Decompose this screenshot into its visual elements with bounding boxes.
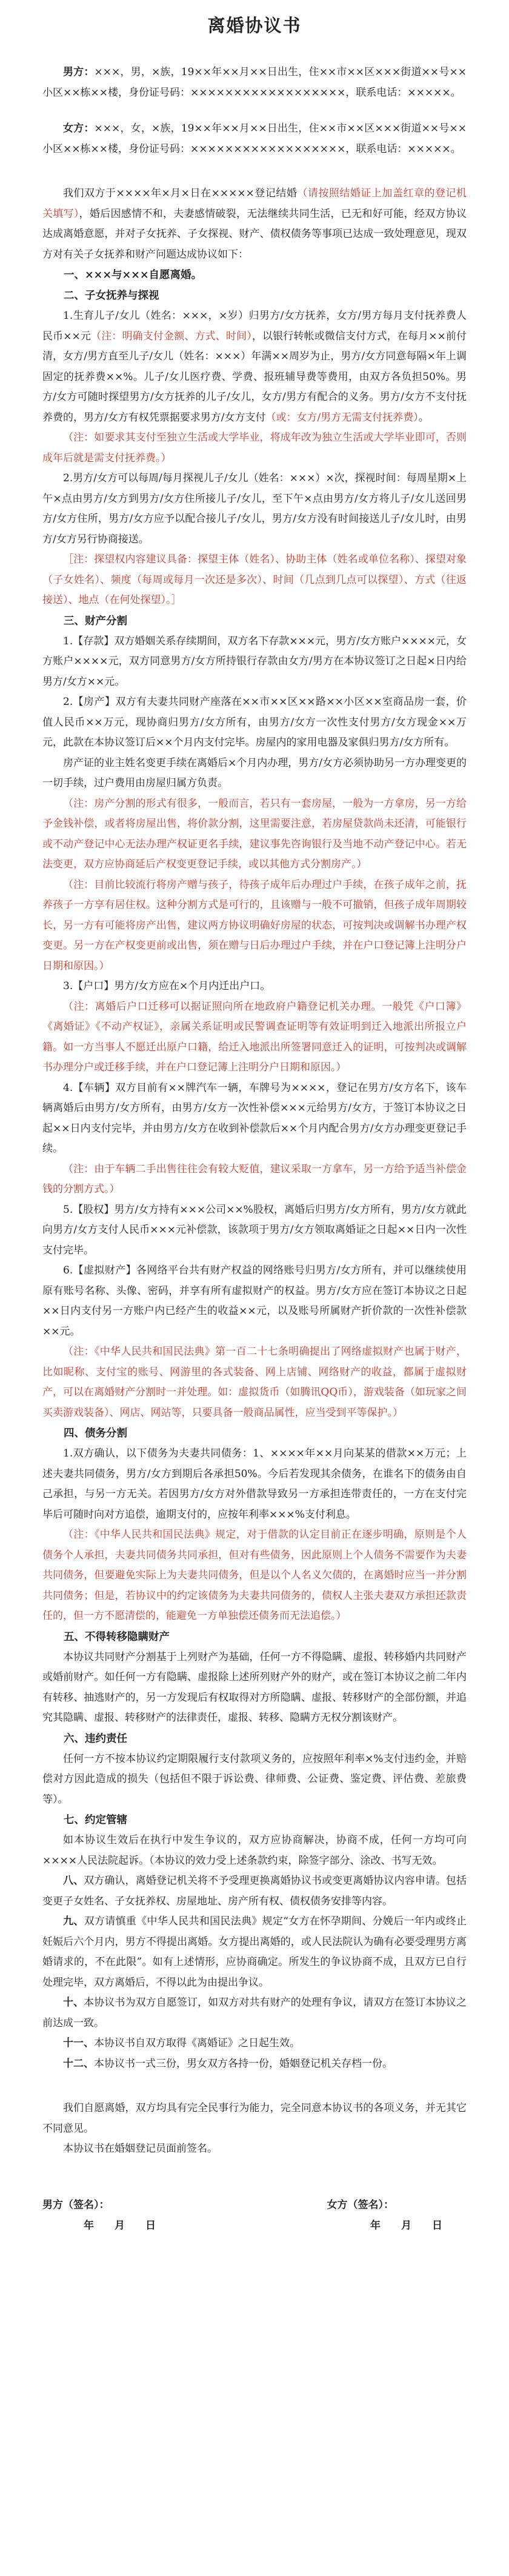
clause-10 (42, 1993, 467, 2034)
child-support-text-c: 。 (418, 411, 429, 424)
visitation-clause: 2.男方/女方可以每周/每月探视儿子/女儿（姓名：×××）×次，探视时间：每周星期×上午×点由男方/女方到男方/女方住所接儿子/女儿，至下午×点由男方/女方将儿子/女儿送回男方/女方住所，男方/女方应予以配合接儿子/女儿，男方/女方没有时间接送儿子/女儿时，由男方/女方另行协商接送。 (42, 472, 467, 546)
property-house-clause: 2.【房产】双方有夫妻共同财产座落在××市××区××路××小区××室商品房一套，价值人民币××万元，现协商归男方/女方所有，由男方/女方一次性支付男方/女方现金××万元，此款在本协议签订后××个月内支付完毕。房屋内的家用电器及家俱归男方/女方所有。 (42, 696, 467, 749)
party-female-text: ×××，女，×族，19××年××月××日出生，住××市××区×××街道××号××小区××栋××楼，身份证号码：××××××××××××××××××，联系电话：×××××。 (42, 122, 467, 155)
property-hukou-note: （注：离婚后户口迁移可以据证照向所在地政府户籍登记机关办理。一般凭《户口簿》《离婚证》《不动产权证》，亲属关系证明或民警调查证明等有效证明到迁入地派出所报立户籍。如一方当事人不愿迁出原户口籍，给迁入地派出所签署同意迁入的证明，可按判决或调解书办理分户或迁移手续，并在户口登记簿上注明分户日期和原因。） (42, 1000, 467, 1073)
property-vehicle-note: （注：由于车辆二手出售往往会有较大贬值，建议采取一方拿车，另一方给予适当补偿金钱的分割方式。） (42, 1163, 467, 1195)
clause-8 (42, 1871, 467, 1912)
clause-10-text: 本协议书为双方自愿签订，如双方对共有财产的处理有争议，请双方在签订本协议之前达成一致。 (42, 1997, 467, 2029)
child-support-note-3: （注：如要求其支付至独立生活或大学毕业，将成年改为独立生活或大学毕业即可，否则成年后就是需支付抚养费。） (42, 432, 467, 464)
no-hiding-clause: 本协议共同财产分割基于上列财产为基础，任何一方不得隐瞒、虚报、转移婚内共同财产或婚前财产。如任何一方有隐瞒、虚报除上述所列财产外的财产，或在签订本协议之前二年内有转移、抽逃财产的，另一方发现后有权取得对方所隐瞒、虚报、转移财产的全部份额，并追究其隐瞒、虚报、转移财产的法律责任，虚报、转移、隐瞒方无权分割该财产。 (42, 1650, 467, 1724)
debt-note (42, 1525, 467, 1627)
clause-9-label: 九、 (63, 1915, 84, 1927)
visitation-note: ［注：探望权内容建议具备：探望主体（姓名）、协助主体（姓名或单位名称）、探望对象（子女姓名）、频度（每周或每月一次还是多次）、时间（几点到几点可以探望）、方式（往返接送）、地点（在何处探望）。］ (42, 553, 467, 606)
child-support-text-a: 1.生育儿子/女儿（姓名：×××，×岁）归男方/女方抚养，女方/男方每月支付抚养费人民币××元 (42, 310, 467, 342)
property-house-note-1: （注：房产分割的形式有很多，一般而言，若只有一套房屋，一般为一方拿房，另一方给予金钱补偿，或者将房屋出售，将价款分割，这里需要注意，若房屋贷款尚未还清，可能银行或不动产登记中心无法办理产权证更名手续，建议事先咨询银行及当地不动产登记中心。若无法变更，双方应协商延后产权变更登记手续，或以其他方式分割房产。） (42, 797, 467, 870)
section-3-heading: 三、财产分割 (64, 615, 127, 627)
clause-11 (42, 2034, 467, 2054)
property-deposit-text-b: 在本协议签订之日起×日内给男方/女方××元。 (42, 655, 467, 688)
closing-signing-note: 本协议书在婚姻登记员面前签名。 (63, 2143, 218, 2155)
property-vehicle-clause: 4.【车辆】双方目前有××牌汽车一辆，车牌号为××××，登记在男方/女方名下，该车辆离婚后由男方/女方所有，由男方/女方一次性补偿×××元给男方/女方，于签订本协议之日起××日内支付完毕，并由男方/女方在收到补偿款后××个月内配合男方/女方办理变更登记手续。 (42, 1081, 467, 1155)
intro-p1: 我们双方于××××年×月×日在×××××登记结婚 (63, 187, 298, 199)
party-female (42, 119, 467, 159)
debt-note-a: （注：《中华人民共和国民法典》规定，对于借款的认定目前正在逐步明确，原则是个人债务个人承担，夫妻共同债务共同承担，但对有些债务 (42, 1529, 467, 1561)
signature-row (42, 2195, 467, 2215)
clause-12 (42, 2054, 467, 2075)
clause-12-text: 本协议书一式三份，男女双方各持一份，婚姻登记机关存档一份。 (94, 2057, 393, 2070)
section-1-heading: 一、×××与×××自愿离婚。 (64, 269, 202, 281)
party-male (42, 62, 467, 103)
document-title: 离婚协议书 (207, 15, 302, 36)
jurisdiction-clause: 如本协议生效后在执行中发生争议的，双方应协商解决，协商不成，任何一方均可向××××人民法院起诉。（本协议的效力受上述条款约束，除签字部分、涂改、书写无效。 (42, 1834, 467, 1867)
party-male-label: 男方： (63, 66, 95, 78)
child-support-clause (42, 306, 467, 428)
intro-note: （请按照结婚证上加盖红章的登记机关填写） (42, 187, 467, 220)
property-hukou-clause: 3.【户口】男方/女方应在×个月内迁出户口。 (63, 980, 271, 992)
clause-9 (42, 1912, 467, 1993)
property-virtual-clause: 6.【虚拟财产】各网络平台共有财产权益的网络账号归男方/女方所有，并可以继续使用原有账号名称、头像、密码，并享有所有虚拟财产的权益。男方/女方应在签订本协议之日起××日内支付另一方账户内已经产生的收益××元，以及账号所属财产折价款的一次性补偿款××元。 (42, 1264, 467, 1338)
intro-paragraph (42, 184, 467, 265)
clause-11-text: 本协议书自双方取得《离婚证》之日起生效。 (94, 2037, 300, 2049)
property-house-transfer: 房产证的业主姓名变更手续在离婚后×个月内办理，男方/女方必须协助另一方办理变更的一切手续，过户费用由房屋归属方负责。 (42, 756, 467, 789)
property-deposit-text-a: 1.【存款】双方婚姻关系存续期间，双方名下存款×××元，男方/女方账户××××元，女方账户××××元，双方同意男方/女方所持银行存款由女方/男方 (42, 635, 467, 667)
section-4-heading: 四、债务分割 (64, 1427, 127, 1440)
party-female-label: 女方： (63, 122, 95, 135)
property-deposit-clause (42, 632, 467, 693)
closing-statement: 我们自愿离婚，双方均具有完全民事行为能力，完全同意本协议书的各项义务，并无其它不同意见。 (42, 2102, 467, 2135)
child-support-text-b: ，以银行转帐或微信支付方式，在每月××前付清，女方/男方直至儿子/女儿（姓名：×××）年满××周岁为止，男方/女方同意每隔×年上调固定的抚养费××%。儿子/女儿医疗费、学费、报班辅导费等费用，由双方各负担50%。男方/女方可随时探望男方/女方抚养的儿子/女儿，女方/男方有配合的义务。男方/女方不支付抚养费的，男方/女方有权凭票据要求男方/女方支付 (42, 330, 467, 424)
party-male-text: ×××，男，×族，19××年××月××日出生，住××市××区×××街道××号××小区××栋××楼，身份证号码：××××××××××××××××××，联系电话：×××××。 (42, 66, 467, 99)
section-7-heading: 七、约定管辖 (64, 1814, 127, 1826)
child-support-note-2: （或：女方/男方无需支付抚养费） (265, 411, 419, 424)
clause-8-text: 双方确认，离婚登记机关将不予受理更换离婚协议书或变更离婚协议内容申请。包括变更子女姓名、子女抚养权、房屋地址、房产所有权、债权债务安排等内容。 (42, 1875, 467, 1907)
debt-note-b: ，因此原则上个人债务不需要作为夫妻共同债务，但要避免实际上为夫妻共同债务，但是以个人名义欠债的，在离婚时应当一并分割共同债务；但是，若协议中的约定该债务为夫妻共同债务的，债权人主张夫妻双方承担还款责任的，但一方不愿清偿的，能避免一方单独偿还债务而无法追偿。） (42, 1549, 467, 1622)
clause-10-label: 十、 (63, 1997, 84, 2009)
property-house-note-2: （注：目前比较流行将房产赠与孩子，待孩子成年后办理过户手续，在孩子成年之前，抚养孩子一方享有居住权。这种分割方式是可行的，且该赠与一般不可撤销，但孩子成年周期较长，另一方有可能将房产出售，建议两方协议明确好房屋的状态，可按判决或调解书办理产权变更。另一方在产权变更前或出售，须在赠与日后办理过户手续，并在户口登记簿上注明分户日期和原因。） (42, 878, 467, 972)
section-6-heading: 六、违约责任 (64, 1732, 127, 1745)
female-signature-label: 女方（签名）： (327, 2198, 394, 2211)
intro-p2: ，婚后因感情不和，夫妻感情破裂，无法继续共同生活，已无和好可能，经双方协议达成离婚意愿，并对子女抚养、子女探视、财产、债权债务等事项已达成一致处理意见，现双方对有关子女抚养和财产问题达成协议如下： (42, 207, 467, 261)
debt-clause: 1.双方确认，以下债务为夫妻共同债务：1、××××年××月向某某的借款××万元；上述夫妻共同债务，男方/女方到期后各承担50%。今后若发现其余债务，在谁名下的债务由自己承担，与另一方无关。若因男方/女方对外借款导致另一方承担连带责任的，一方在支付完毕后可随时向对方追偿，逾期支付的，应按年利率×××%支付利息。 (42, 1447, 467, 1521)
clause-8-label: 八、 (63, 1875, 84, 1887)
clause-11-label: 十一、 (63, 2037, 94, 2049)
male-signature-label: 男方（签名）： (42, 2198, 110, 2211)
female-signature-date: 年 月 日 (370, 2219, 442, 2232)
child-support-note-1: （注：明确支付金额、方式、时间） (91, 330, 252, 342)
section-5-heading: 五、不得转移隐瞒财产 (64, 1630, 170, 1643)
property-equity-clause: 5.【股权】男方/女方持有×××公司××%股权，离婚后归男方/女方所有，男方/女方就此向男方/女方支付人民币×××元补偿款，该款项于男方/女方领取离婚证之日起××日内一次性支付完毕。 (42, 1203, 467, 1256)
property-virtual-note: （注：《中华人民共和国民法典》第一百二十七条明确提出了网络虚拟财产也属于财产，比如昵称、支付宝的账号、网游里的各式装备、网上店铺、网络财产的收益，都属于虚拟财产，可以在离婚财产分割时一并处理。如：虚拟货币（如腾讯QQ币），游戏装备（如玩家之间买卖游戏装备）、网店、网站等，只要具备一般商品属性，应当受到平等保护。） (42, 1346, 467, 1419)
clause-12-label: 十二、 (63, 2057, 94, 2070)
male-signature-date: 年 月 日 (84, 2219, 156, 2232)
breach-clause: 任何一方不按本协议约定期限履行支付款项义务的，应按照年利率×%支付违约金，并赔偿对方因此造成的损失（包括但不限于诉讼费、律师费、公证费、鉴定费、评估费、差旅费等）。 (42, 1752, 467, 1806)
clause-9-text: 双方请慎重《中华人民共和国民法典》规定“女方在怀孕期间、分娩后一年内或终止妊娠后六个月内，男方不得提出离婚。女方提出离婚的，或人民法院认为确有必要受理男方离婚请求的，不在此限”。如有上述情形，应协商确定。所发生的争议协商不成，且双方已自行处理完毕，双方离婚后，不得以此为由提出争议。 (42, 1915, 467, 1989)
signature-date-row (42, 2215, 467, 2236)
section-2-heading: 二、子女抚养与探视 (64, 290, 159, 302)
